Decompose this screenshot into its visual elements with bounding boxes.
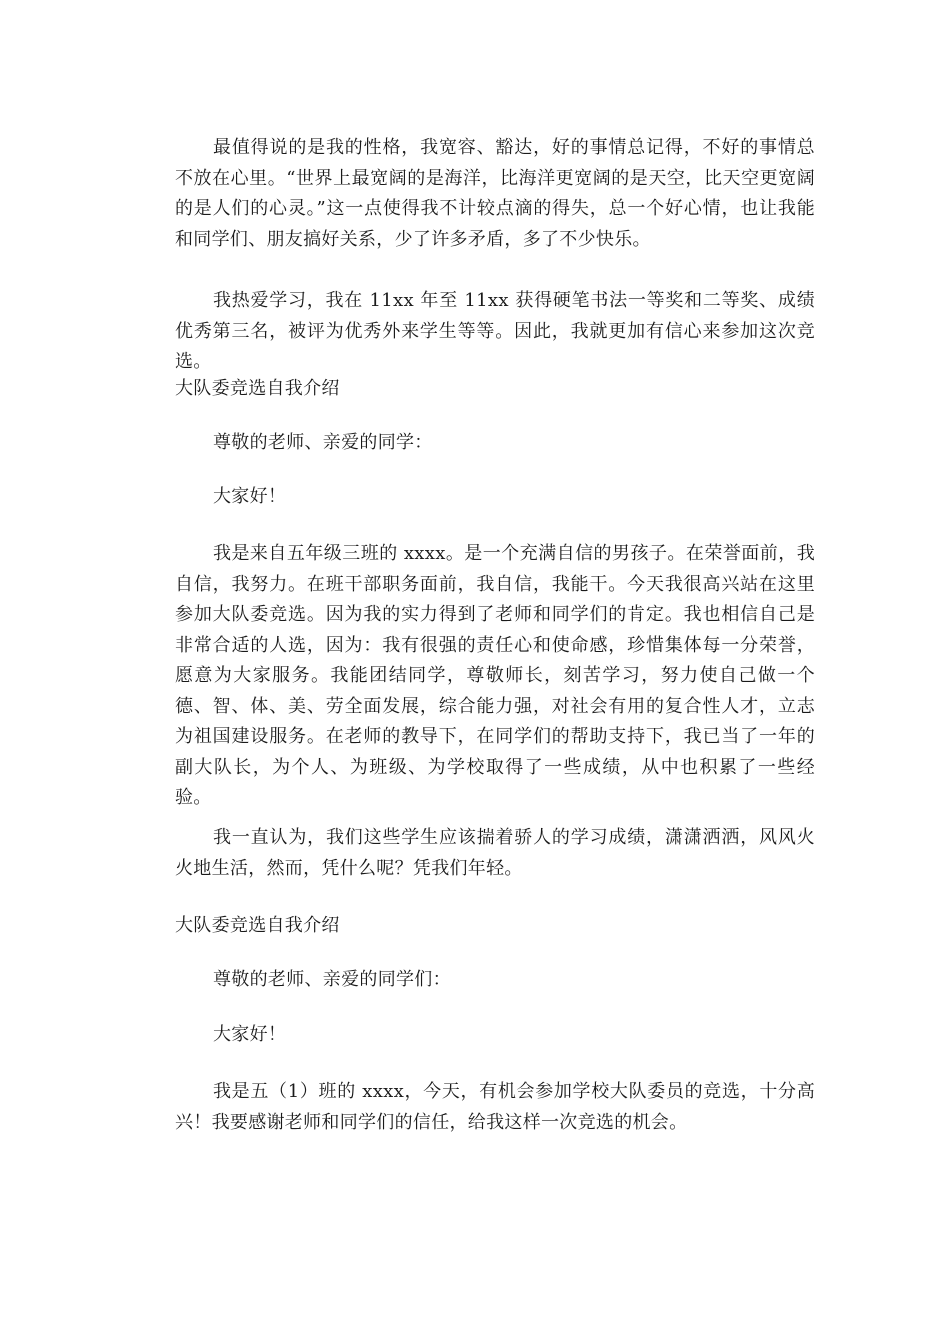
- section-heading-2: 大队委竞选自我介绍: [175, 915, 340, 936]
- paragraph-self-intro-2: 我是五（1）班的 xxxx，今天，有机会参加学校大队委员的竞选，十分高兴！我要感谢老师和同学们的信任，给我这样一次竞选的机会。: [175, 1081, 815, 1133]
- paragraph-belief: 我一直认为，我们这些学生应该揣着骄人的学习成绩，潇潇洒洒，风风火火地生活，然而，凭什么呢？凭我们年轻。: [175, 827, 815, 879]
- greeting-2: 大家好！: [213, 1024, 287, 1045]
- salutation-1: 尊敬的老师、亲爱的同学：: [213, 432, 433, 453]
- salutation-2: 尊敬的老师、亲爱的同学们：: [213, 969, 451, 990]
- paragraph-personality: 最值得说的是我的性格，我宽容、豁达，好的事情总记得，不好的事情总不放在心里。“世界上最宽阔的是海洋，比海洋更宽阔的是天空，比天空更宽阔的是人们的心灵。”这一点使得我不计较点滴的得失，总一个好心情，也让我能和同学们、朋友搞好关系，少了许多矛盾，多了不少快乐。: [175, 137, 815, 250]
- paragraph-study-awards: 我热爱学习，我在 11xx 年至 11xx 获得硬笔书法一等奖和二等奖、成绩优秀第三名，被评为优秀外来学生等等。因此，我就更加有信心来参加这次竞选。: [175, 290, 815, 372]
- greeting-1: 大家好！: [213, 486, 287, 507]
- paragraph-self-intro-1: 我是来自五年级三班的 xxxx。是一个充满自信的男孩子。在荣誉面前，我自信，我努力。在班干部职务面前，我自信，我能干。今天我很高兴站在这里参加大队委竞选。因为我的实力得到了老师和同学们的肯定。我也相信自己是非常合适的人选，因为：我有很强的责任心和使命感，珍惜集体每一分荣誉，愿意为大家服务。我能团结同学，尊敬师长，刻苦学习，努力使自己做一个德、智、体、美、劳全面发展，综合能力强，对社会有用的复合性人才，立志为祖国建设服务。在老师的教导下，在同学们的帮助支持下，我已当了一年的副大队长，为个人、为班级、为学校取得了一些成绩，从中也积累了一些经验。: [175, 543, 815, 808]
- section-heading-1: 大队委竞选自我介绍: [175, 378, 340, 399]
